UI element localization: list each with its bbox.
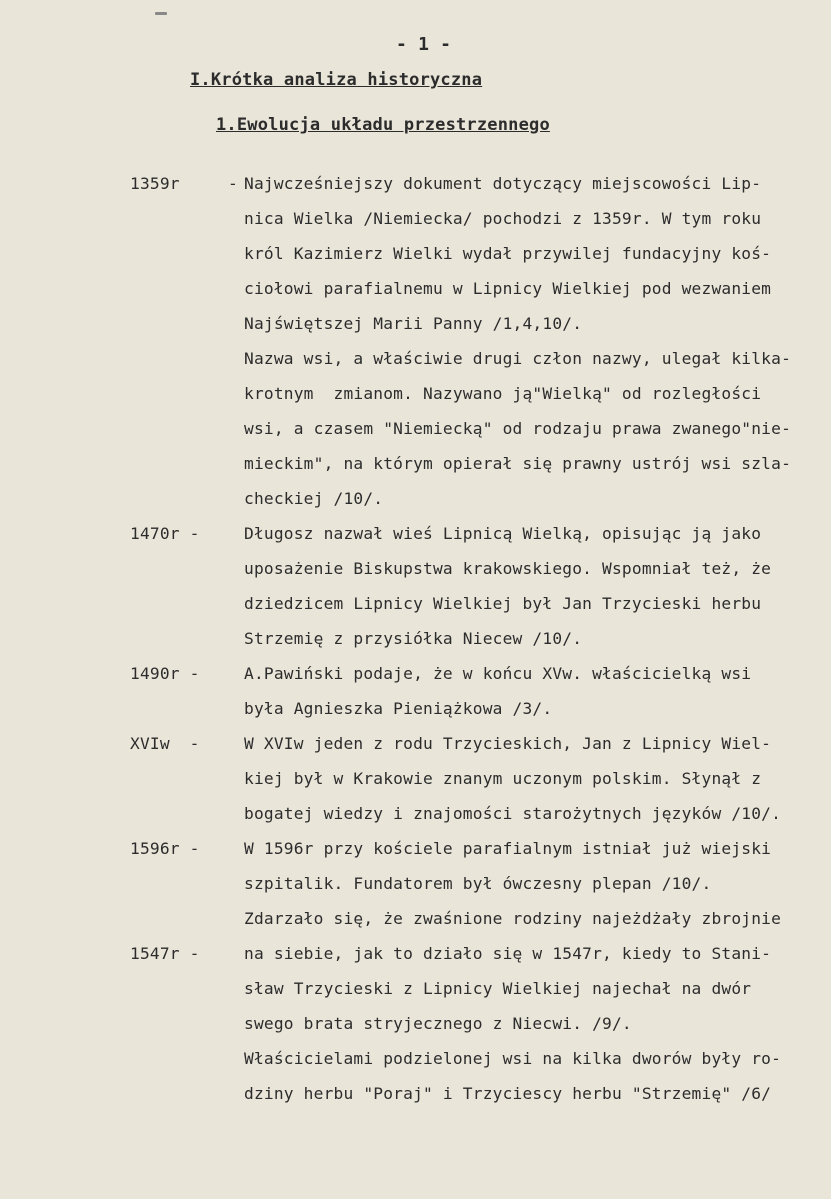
entry-date: XVIw - — [130, 734, 200, 753]
text-line: Zdarzało się, że zwaśnione rodziny najeżdżały zbrojnie — [244, 909, 782, 928]
text-line: dziedzicem Lipnicy Wielkiej był Jan Trzycieski herbu — [244, 594, 762, 613]
text-line: uposażenie Biskupstwa krakowskiego. Wspomniał też, że — [244, 559, 772, 578]
text-line: swego brata stryjecznego z Niecwi. /9/. — [244, 1014, 632, 1033]
text-line: wsi, a czasem "Niemiecką" od rodzaju prawa zwanego"nie- — [244, 419, 792, 438]
text-line: kiej był w Krakowie znanym uczonym polskim. Słynął z — [244, 769, 762, 788]
text-line: szpitalik. Fundatorem był ówczesny plepan /10/. — [244, 874, 712, 893]
text-line: sław Trzycieski z Lipnicy Wielkiej najechał na dwór — [244, 979, 752, 998]
text-line: król Kazimierz Wielki wydał przywilej fundacyjny koś- — [244, 244, 772, 263]
text-line: W XVIw jeden z rodu Trzycieskich, Jan z Lipnicy Wiel- — [244, 734, 772, 753]
text-line: Nazwa wsi, a właściwie drugi człon nazwy, ulegał kilka- — [244, 349, 792, 368]
text-line: bogatej wiedzy i znajomości starożytnych języków /10/. — [244, 804, 782, 823]
entry-date: 1490r - — [130, 664, 200, 683]
text-line: była Agnieszka Pieniążkowa /3/. — [244, 699, 553, 718]
entry-date: 1359r — [130, 174, 180, 193]
entry-date: 1596r - — [130, 839, 200, 858]
text-line: mieckim", na którym opierał się prawny ustrój wsi szla- — [244, 454, 792, 473]
text-line: na siebie, jak to działo się w 1547r, kiedy to Stani- — [244, 944, 772, 963]
text-line: krotnym zmianom. Nazywano ją"Wielką" od rozległości — [244, 384, 762, 403]
heading-2: 1.Ewolucja układu przestrzennego — [216, 115, 550, 135]
page-number: - 1 - — [396, 34, 452, 55]
entry-date: 1547r - — [130, 944, 200, 963]
text-line: Długosz nazwał wieś Lipnicą Wielką, opisując ją jako — [244, 524, 762, 543]
text-line: Najwcześniejszy dokument dotyczący miejscowości Lip- — [244, 174, 762, 193]
entry-dash: - — [228, 174, 238, 193]
text-line: Strzemię z przysiółka Niecew /10/. — [244, 629, 583, 648]
text-line: ciołowi parafialnemu w Lipnicy Wielkiej pod wezwaniem — [244, 279, 772, 298]
text-line: A.Pawiński podaje, że w końcu XVw. właścicielką wsi — [244, 664, 752, 683]
top-mark — [155, 12, 167, 15]
heading-1: I.Krótka analiza historyczna — [190, 70, 483, 90]
text-line: W 1596r przy kościele parafialnym istniał już wiejski — [244, 839, 772, 858]
text-line: nica Wielka /Niemiecka/ pochodzi z 1359r. W tym roku — [244, 209, 762, 228]
text-line: dziny herbu "Poraj" i Trzyciescy herbu "Strzemię" /6/ — [244, 1084, 772, 1103]
text-line: checkiej /10/. — [244, 489, 384, 508]
text-line: Najświętszej Marii Panny /1,4,10/. — [244, 314, 583, 333]
text-line: Właścicielami podzielonej wsi na kilka dworów były ro- — [244, 1049, 782, 1068]
entry-date: 1470r - — [130, 524, 200, 543]
